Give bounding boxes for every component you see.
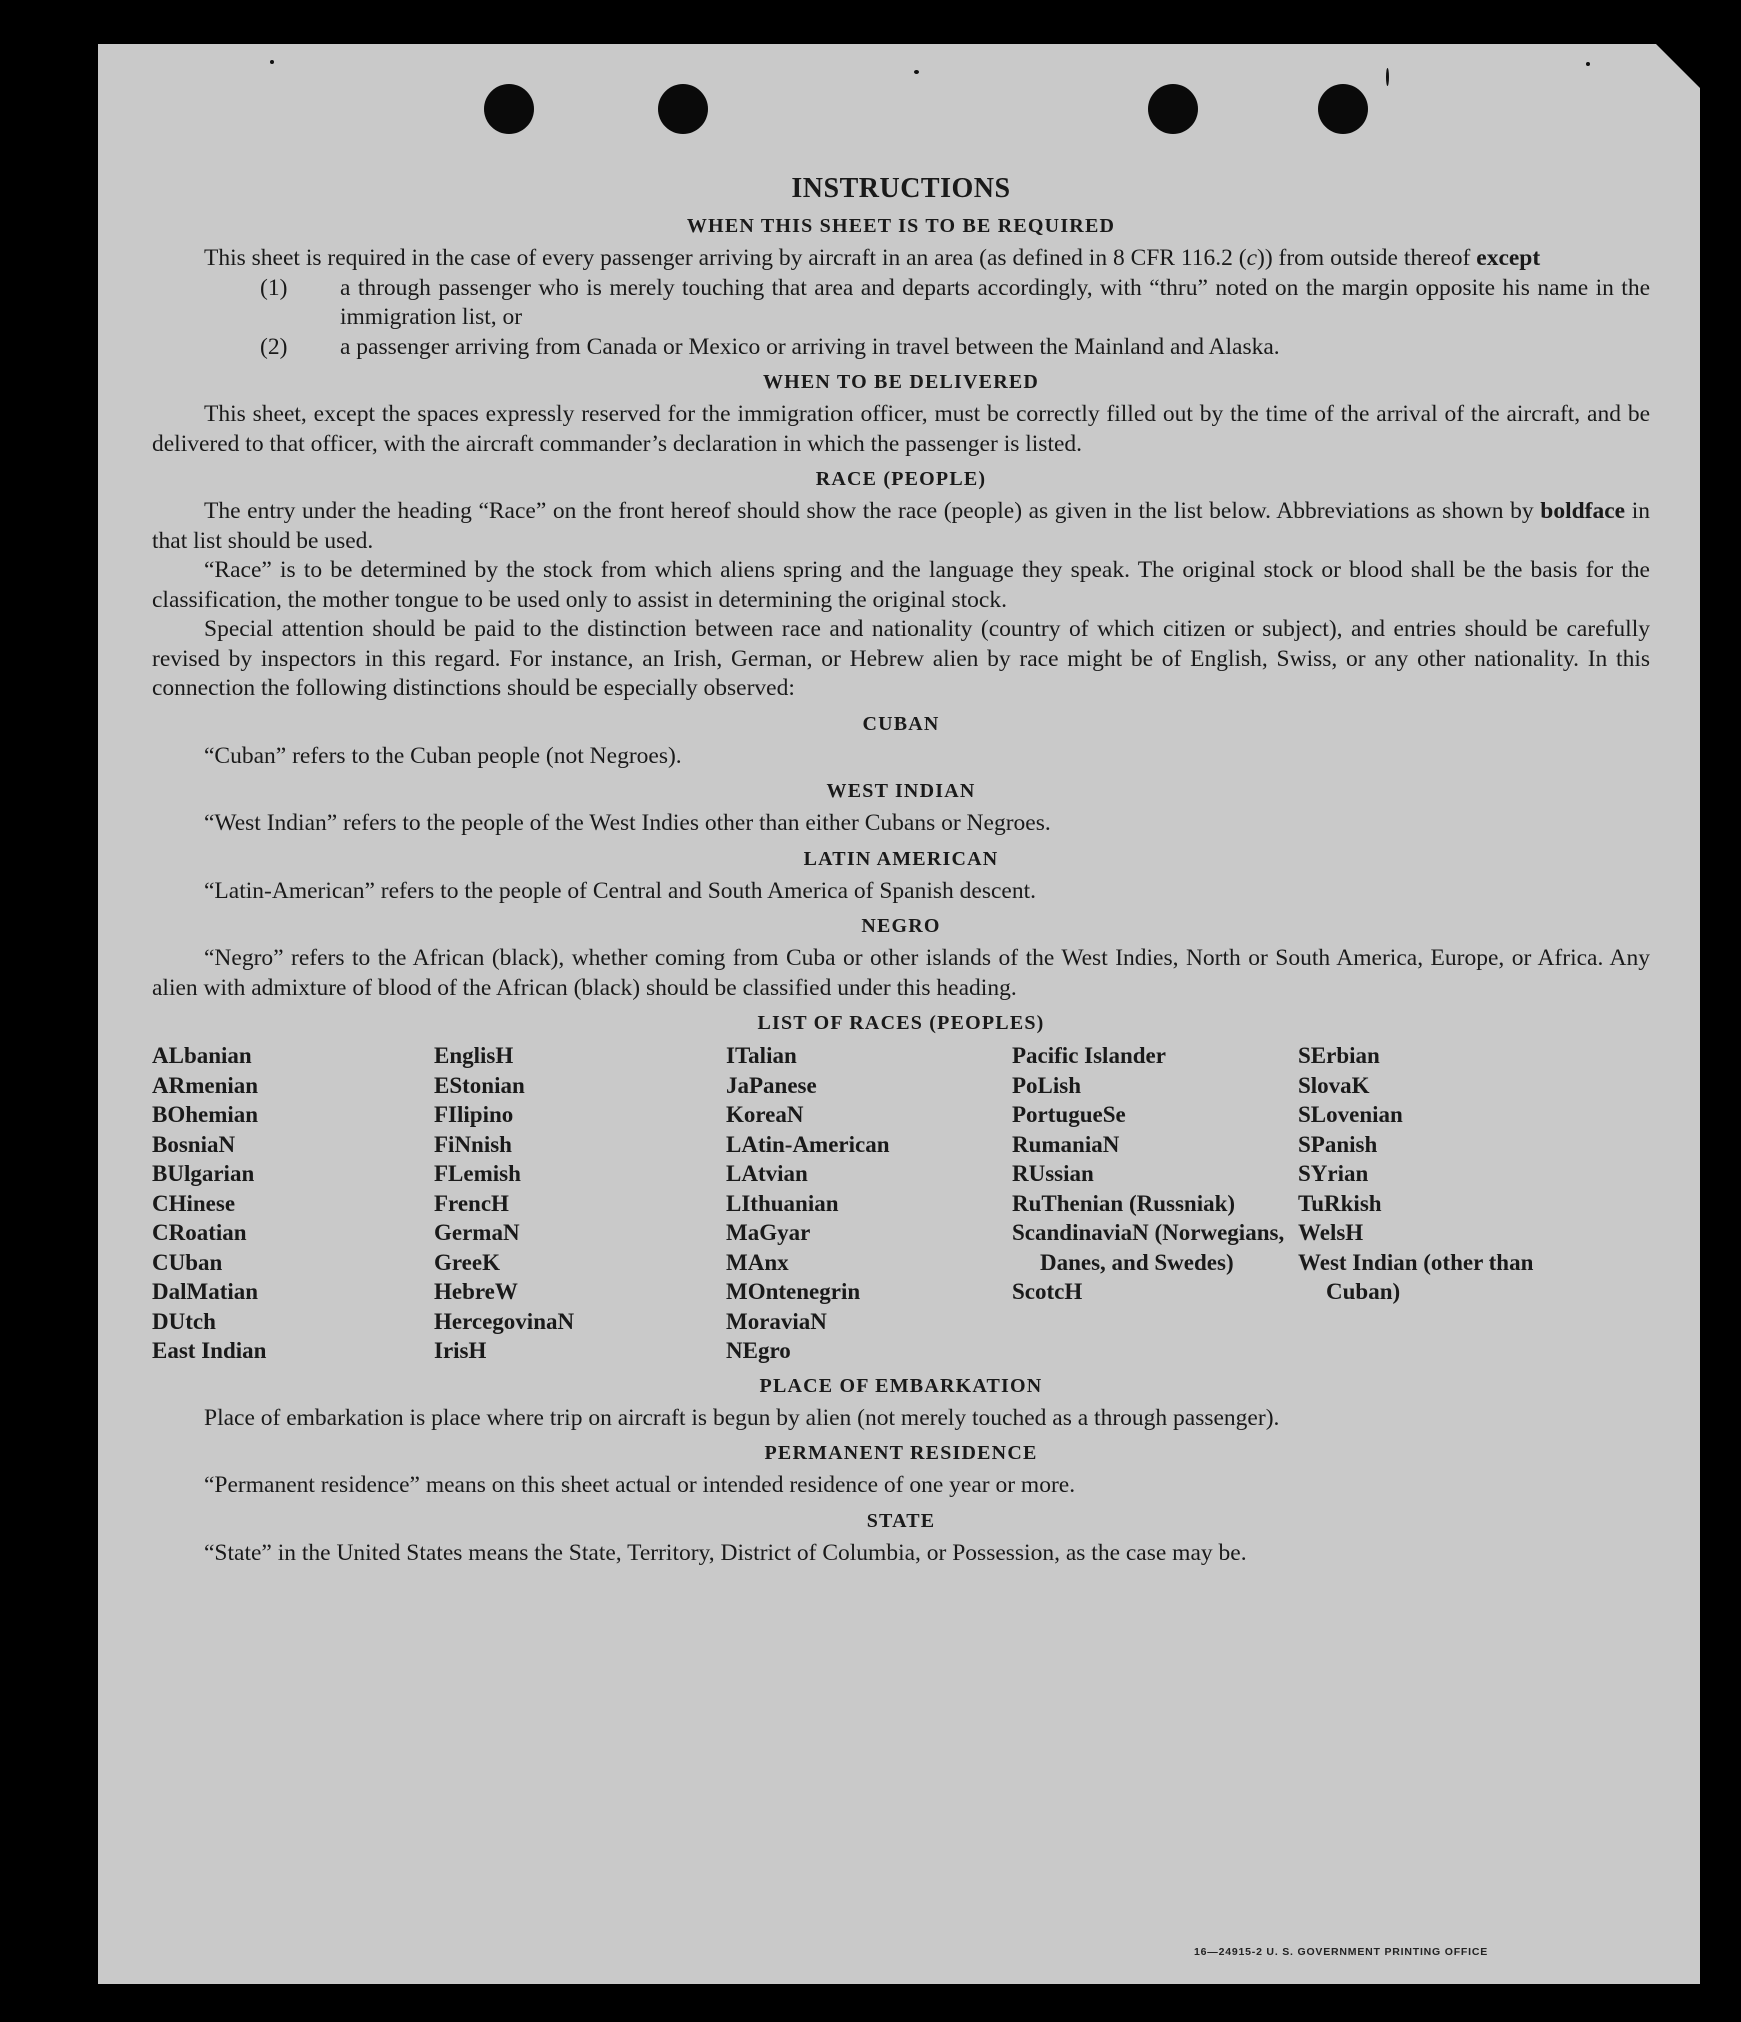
- speck: [1586, 62, 1590, 66]
- race-entry: TuRkish: [1298, 1190, 1382, 1216]
- race-entry: ScotcH: [1012, 1279, 1083, 1304]
- race-entry: MAnx: [726, 1249, 789, 1275]
- race-entry: ITalian: [726, 1043, 797, 1068]
- race-entry: CRoatian: [152, 1220, 247, 1245]
- state-text: “State” in the United States means the State, Territory, District of Columbia, or Possession, as the case may be.: [204, 1539, 1247, 1566]
- cuban-text: “Cuban” refers to the Cuban people (not Negroes).: [204, 742, 682, 769]
- speck: [914, 70, 919, 74]
- heading-negro: NEGRO: [861, 915, 941, 937]
- page-title: INSTRUCTIONS: [791, 173, 1011, 204]
- race-entry: PortugueSe: [1012, 1102, 1126, 1127]
- race-entry: FIlipino: [434, 1102, 514, 1127]
- race-entry: ARmenian: [152, 1072, 259, 1098]
- race-entry: HercegovinaN: [434, 1308, 575, 1334]
- race-entry: IrisH: [434, 1338, 487, 1363]
- race-entry: PoLish: [1012, 1072, 1082, 1098]
- race-entry: SlovaK: [1298, 1072, 1370, 1098]
- race-entry: GreeK: [434, 1249, 500, 1275]
- race-entry: MaGyar: [726, 1220, 811, 1245]
- heading-west-indian: WEST INDIAN: [826, 780, 976, 802]
- races-column-4: [1012, 1041, 1298, 1366]
- race-entry: MoraviaN: [726, 1308, 827, 1334]
- punch-hole: [658, 84, 708, 134]
- race-entry: WelsH: [1298, 1220, 1364, 1245]
- printer-footer: 16—24915-2 U. S. GOVERNMENT PRINTING OFFICE: [1194, 1946, 1489, 1958]
- race-entry: CUban: [152, 1249, 223, 1275]
- race-entry: LAtin-American: [726, 1131, 890, 1157]
- speck: [1386, 68, 1389, 86]
- embarkation-text: Place of embarkation is place where trip on aircraft is begun by alien (not merely touched as a through passenger).: [204, 1404, 1280, 1431]
- race-entry: West Indian (other than Cuban): [1298, 1249, 1534, 1304]
- heading-when-required: WHEN THIS SHEET IS TO BE REQUIRED: [686, 215, 1116, 237]
- heading-state: STATE: [866, 1509, 936, 1532]
- heading-embarkation: PLACE OF EMBARKATION: [759, 1374, 1043, 1397]
- punch-hole: [1148, 84, 1198, 134]
- race-entry: Pacific Islander: [1012, 1043, 1166, 1068]
- heading-latin-american: LATIN AMERICAN: [803, 847, 999, 870]
- instructions-content: [152, 172, 1650, 1568]
- race-entry: SYrian: [1298, 1161, 1369, 1186]
- race-paragraph-1: The entry under the heading “Race” on the front hereof should show the race (people) as given in the list below. Abbreviations as shown by boldface in that list should be used.: [152, 498, 1650, 554]
- race-entry: EStonian: [434, 1072, 525, 1098]
- race-entry: CHinese: [152, 1190, 236, 1216]
- races-column-2: [434, 1041, 726, 1366]
- exception-item: (1) a through passenger who is merely touching that area and departs accordingly, with “thru” noted on the margin opposite his name in the immigration list, or: [260, 274, 1650, 330]
- latin-american-text: “Latin-American” refers to the people of Central and South America of Spanish descent.: [204, 877, 1037, 904]
- race-entry: SErbian: [1298, 1043, 1380, 1068]
- race-entry: East Indian: [152, 1338, 267, 1363]
- races-list: [152, 1041, 1650, 1366]
- race-entry: LAtvian: [726, 1161, 808, 1186]
- punch-hole: [1318, 84, 1368, 134]
- race-entry: FiNnish: [434, 1131, 512, 1157]
- heading-race: RACE (PEOPLE): [815, 468, 987, 490]
- race-paragraph-2: “Race” is to be determined by the stock from which aliens spring and the language they speak. The original stock or blood shall be the basis for the classification, the mother tongue to be used only to assist in determining the original stock.: [152, 557, 1650, 613]
- races-column-5: [1298, 1041, 1548, 1366]
- punch-hole: [484, 84, 534, 134]
- race-entry: DalMatian: [152, 1279, 259, 1304]
- race-entry: NEgro: [726, 1338, 791, 1363]
- speck: [270, 60, 274, 64]
- race-entry: KoreaN: [726, 1102, 804, 1127]
- race-entry: FLemish: [434, 1161, 521, 1186]
- residence-text: “Permanent residence” means on this sheet actual or intended residence of one year or more.: [204, 1472, 1076, 1498]
- race-entry: ALbanian: [152, 1043, 252, 1068]
- races-column-1: [152, 1041, 434, 1366]
- negro-text: “Negro” refers to the African (black), whether coming from Cuba or other islands of the West Indies, North or South America, Europe, or Africa. Any alien with admixture of blood of the African (black) should be classified under this heading.: [152, 945, 1650, 1001]
- heading-list-of-races: LIST OF RACES (PEOPLES): [757, 1012, 1045, 1034]
- race-entry: GermaN: [434, 1220, 520, 1245]
- race-entry: SPanish: [1298, 1131, 1378, 1157]
- races-column-3: [726, 1041, 1012, 1366]
- heading-permanent-residence: PERMANENT RESIDENCE: [764, 1442, 1038, 1464]
- heading-cuban: CUBAN: [862, 712, 940, 735]
- race-entry: SLovenian: [1298, 1102, 1403, 1127]
- race-entry: DUtch: [152, 1308, 216, 1334]
- heading-when-delivered: WHEN TO BE DELIVERED: [762, 371, 1040, 393]
- when-required-text: This sheet is required in the case of every passenger arriving by aircraft in an area (as defined in 8 CFR 116.2 (c)) from outside thereof except: [204, 245, 1541, 271]
- race-paragraph-3: Special attention should be paid to the distinction between race and nationality (country of which citizen or subject), and entries should be carefully revised by inspectors in this regard. For instance, an Irish, German, or Hebrew alien by race might be of English, Swiss, or any other nationality. In this connection the following distinctions should be especially observed:: [152, 616, 1650, 701]
- page-corner-cut: [1656, 44, 1700, 88]
- race-entry: RumaniaN: [1012, 1131, 1120, 1157]
- race-entry: FrencH: [434, 1190, 509, 1216]
- west-indian-text: “West Indian” refers to the people of the West Indies other than either Cubans or Negroes.: [204, 810, 1051, 836]
- race-entry: RuThenian (Russniak): [1012, 1190, 1236, 1216]
- when-delivered-text: This sheet, except the spaces expressly reserved for the immigration officer, must be correctly filled out by the time of the arrival of the aircraft, and be delivered to that officer, with the aircraft commander’s declaration in which the passenger is listed.: [152, 401, 1650, 457]
- exception-item: (2) a passenger arriving from Canada or Mexico or arriving in travel between the Mainland and Alaska.: [260, 333, 1280, 360]
- race-entry: ScandinaviaN (Norwegians, Danes, and Swedes): [1012, 1220, 1285, 1275]
- document-page: [98, 44, 1700, 1984]
- race-entry: EnglisH: [434, 1043, 514, 1068]
- race-entry: JaPanese: [726, 1072, 817, 1098]
- race-entry: LIthuanian: [726, 1190, 839, 1216]
- race-entry: BUlgarian: [152, 1161, 255, 1186]
- race-entry: BosniaN: [152, 1131, 236, 1157]
- race-entry: RUssian: [1012, 1161, 1094, 1186]
- race-entry: HebreW: [434, 1279, 518, 1304]
- race-entry: MOntenegrin: [726, 1279, 861, 1304]
- race-entry: BOhemian: [152, 1102, 259, 1127]
